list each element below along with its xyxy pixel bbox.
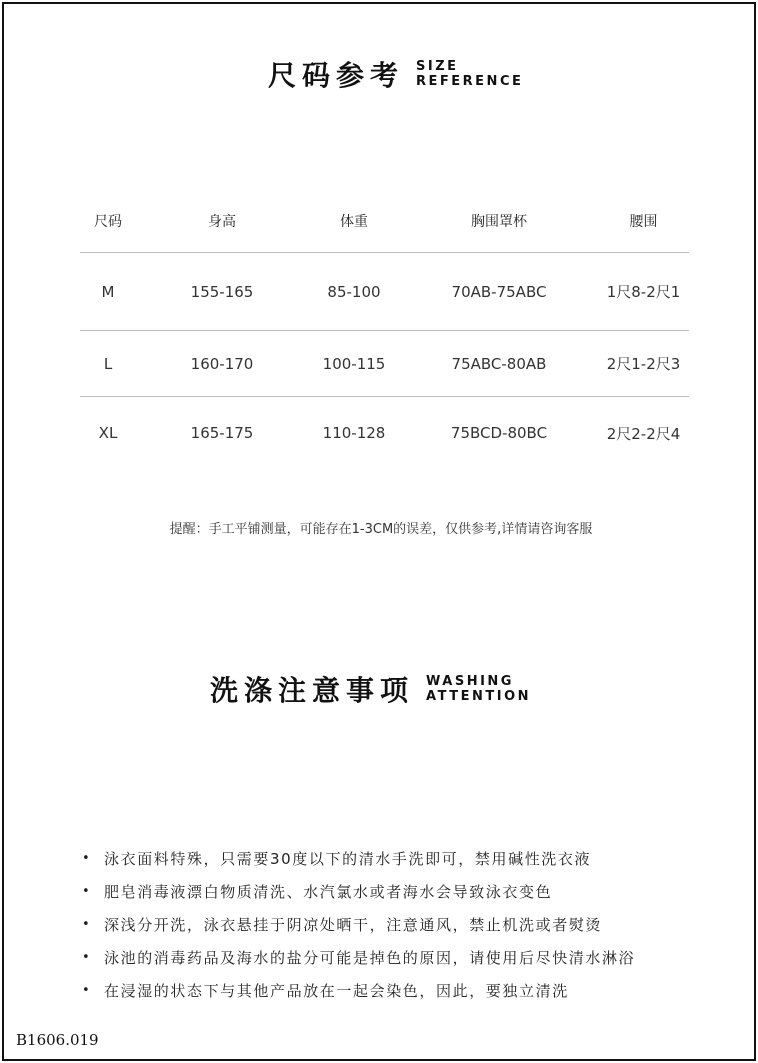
- bust-cup-cell: 70AB-75ABC: [451, 282, 547, 301]
- list-item-text: 泳衣面料特殊，只需要30度以下的清水手洗即可，禁用碱性洗衣液: [104, 850, 592, 868]
- size-cell: XL: [98, 424, 118, 442]
- weight-cell: 100-115: [322, 354, 386, 373]
- height-cell: 160-170: [190, 354, 254, 373]
- washing-title-en-line2: ATTENTION: [426, 689, 531, 704]
- header-height: 身高: [208, 214, 236, 230]
- height-cell: 165-175: [190, 424, 254, 442]
- washing-title-en-line1: WASHING: [426, 674, 514, 689]
- size-reference-title-en: [416, 59, 523, 89]
- list-item: [82, 842, 635, 875]
- size-reference-title-en-line1: SIZE: [416, 59, 459, 74]
- table-row: [80, 330, 689, 396]
- bust-cup-cell: 75ABC-80AB: [451, 354, 547, 373]
- weight-cell: 110-128: [322, 424, 386, 442]
- product-code: B1606.019: [16, 1031, 99, 1049]
- list-item-text: 在浸湿的状态下与其他产品放在一起会染色，因此，要独立清洗: [104, 982, 569, 1000]
- header-size: 尺码: [94, 214, 122, 230]
- size-cell: M: [101, 282, 115, 301]
- waist-cell: 1尺8-2尺1: [606, 283, 681, 301]
- header-bust-cup: 胸围罩杯: [471, 214, 527, 230]
- waist-cell: 2尺1-2尺3: [606, 355, 681, 373]
- washing-heading: [210, 669, 531, 709]
- height-cell: 155-165: [190, 282, 254, 301]
- washing-title-en: [426, 674, 531, 704]
- table-row: [80, 396, 689, 469]
- bust-cup-cell: 75BCD-80BC: [450, 424, 548, 442]
- size-reference-title-en-line2: REFERENCE: [416, 74, 524, 89]
- washing-title-cn: 洗涤注意事项: [210, 674, 415, 707]
- list-item-text: 深浅分开洗，泳衣悬挂于阴凉处晒干，注意通风，禁止机洗或者熨烫: [104, 916, 603, 934]
- size-reference-title-cn: 尺码参考: [268, 59, 405, 92]
- size-table-header: [80, 190, 689, 252]
- table-row: [80, 252, 689, 330]
- list-item: [82, 941, 635, 974]
- header-waist: 腰围: [629, 214, 658, 230]
- list-item-text: 肥皂消毒液漂白物质清洗、水汽氯水或者海水会导致泳衣变色: [104, 883, 553, 901]
- size-table: [80, 190, 689, 469]
- list-item: [82, 974, 635, 1007]
- header-weight: 体重: [340, 214, 368, 230]
- bullet-icon: •: [82, 851, 92, 866]
- measurement-note: 提醒：手工平铺测量，可能存在1-3CM的误差，仅供参考,详情请咨询客服: [169, 522, 593, 537]
- bullet-icon: •: [82, 884, 92, 899]
- weight-cell: 85-100: [327, 282, 381, 301]
- waist-cell: 2尺2-2尺4: [606, 424, 681, 443]
- size-reference-heading: [268, 54, 523, 94]
- list-item: [82, 875, 635, 908]
- size-cell: L: [103, 354, 113, 373]
- bullet-icon: •: [82, 950, 92, 965]
- bullet-icon: •: [82, 983, 92, 998]
- washing-list: [82, 842, 635, 1007]
- list-item-text: 泳池的消毒药品及海水的盐分可能是掉色的原因，请使用后尽快清水淋浴: [104, 949, 636, 967]
- bullet-icon: •: [82, 917, 92, 932]
- list-item: [82, 908, 635, 941]
